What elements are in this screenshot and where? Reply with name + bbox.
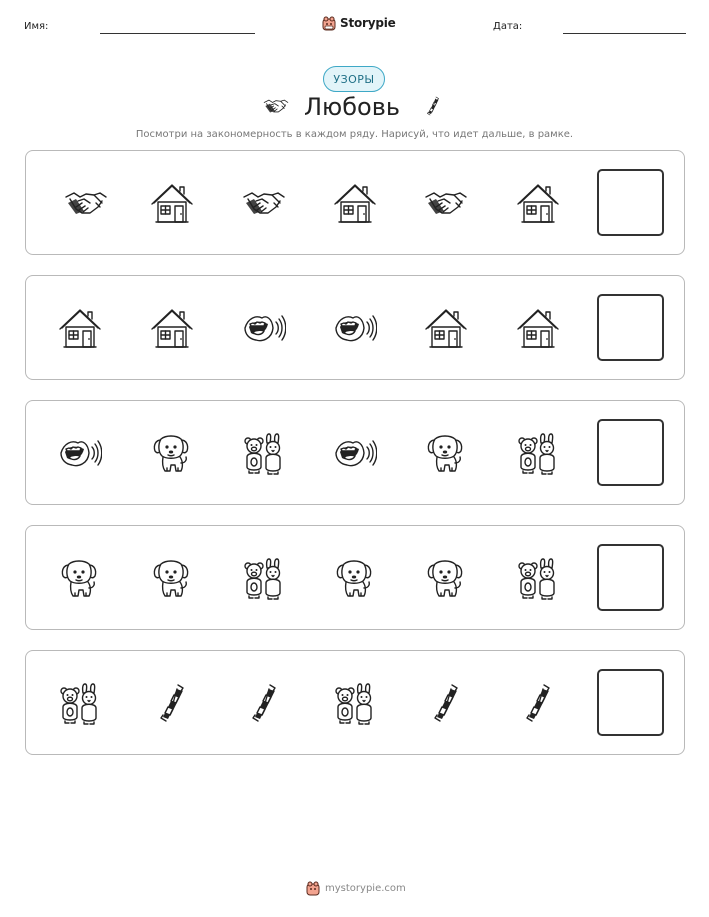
house-icon	[150, 306, 194, 350]
name-label: Имя:	[24, 21, 49, 32]
twisted-rope-icon	[422, 91, 444, 121]
pattern-row-2	[25, 275, 685, 380]
pattern-cell	[58, 431, 102, 475]
category-badge: УЗОРЫ	[323, 66, 385, 92]
pattern-cell	[333, 556, 377, 600]
twisted-rope-icon	[242, 681, 286, 725]
speaking-mouth-icon	[58, 431, 102, 475]
footer-site-link[interactable]: mystorypie.com	[325, 882, 406, 894]
handshake-icon	[259, 93, 293, 119]
pattern-cell	[516, 556, 560, 600]
pattern-cell	[150, 181, 194, 225]
pattern-cell	[424, 681, 468, 725]
pattern-cell	[424, 556, 468, 600]
answer-box[interactable]	[597, 544, 664, 611]
pattern-cell	[242, 681, 286, 725]
bear-and-bunny-icon	[242, 556, 286, 600]
date-label: Дата:	[493, 21, 523, 32]
pattern-cell	[516, 681, 560, 725]
puppy-icon	[424, 431, 468, 475]
title-row	[0, 91, 709, 125]
answer-box[interactable]	[597, 169, 664, 236]
instructions-text: Посмотри на закономерность в каждом ряду. Нарисуй, что идет дальше, в рамке.	[135, 129, 574, 140]
pattern-cell	[242, 306, 286, 350]
puppy-icon	[150, 556, 194, 600]
pattern-cell	[150, 681, 194, 725]
footer	[306, 880, 406, 896]
pattern-row-5	[25, 650, 685, 755]
pattern-cell	[516, 306, 560, 350]
date-field-line[interactable]	[563, 33, 686, 34]
house-icon	[516, 306, 560, 350]
answer-box[interactable]	[597, 669, 664, 736]
pattern-row-4	[25, 525, 685, 630]
speaking-mouth-icon	[333, 431, 377, 475]
handshake-icon	[242, 181, 286, 225]
handshake-icon	[424, 181, 468, 225]
bear-and-bunny-icon	[516, 431, 560, 475]
pattern-cell	[333, 431, 377, 475]
house-icon	[333, 181, 377, 225]
brand-name: Storypie	[340, 16, 396, 30]
pattern-cell	[516, 431, 560, 475]
answer-box[interactable]	[597, 419, 664, 486]
puppy-icon	[424, 556, 468, 600]
pattern-row-3	[25, 400, 685, 505]
house-icon	[58, 306, 102, 350]
speaking-mouth-icon	[242, 306, 286, 350]
handshake-icon	[64, 181, 108, 225]
pattern-cell	[516, 181, 560, 225]
pattern-cell	[424, 306, 468, 350]
bear-and-bunny-icon	[516, 556, 560, 600]
speaking-mouth-icon	[333, 306, 377, 350]
bear-and-bunny-icon	[58, 681, 102, 725]
pattern-cell	[64, 181, 108, 225]
pattern-cell	[333, 681, 377, 725]
pattern-cell	[58, 556, 102, 600]
twisted-rope-icon	[516, 681, 560, 725]
pattern-cell	[424, 181, 468, 225]
pattern-row-1	[25, 150, 685, 255]
puppy-icon	[333, 556, 377, 600]
house-icon	[424, 306, 468, 350]
twisted-rope-icon	[424, 681, 468, 725]
puppy-icon	[150, 431, 194, 475]
name-field-line[interactable]	[100, 33, 255, 34]
house-icon	[516, 181, 560, 225]
brand-logo	[322, 12, 396, 34]
twisted-rope-icon	[150, 681, 194, 725]
pattern-cell	[242, 431, 286, 475]
pattern-cell	[242, 556, 286, 600]
bear-and-bunny-icon	[242, 431, 286, 475]
answer-box[interactable]	[597, 294, 664, 361]
pattern-cell	[150, 306, 194, 350]
house-icon	[150, 181, 194, 225]
pattern-cell	[333, 306, 377, 350]
bear-and-bunny-icon	[333, 681, 377, 725]
pattern-cell	[58, 681, 102, 725]
pattern-cell	[58, 306, 102, 350]
pattern-cell	[333, 181, 377, 225]
pattern-cell	[150, 431, 194, 475]
pattern-cell	[242, 181, 286, 225]
storypie-logo-icon	[306, 881, 320, 896]
puppy-icon	[58, 556, 102, 600]
pattern-cell	[150, 556, 194, 600]
page-title: Любовь	[304, 93, 401, 121]
storypie-logo-icon	[322, 16, 336, 31]
pattern-cell	[424, 431, 468, 475]
